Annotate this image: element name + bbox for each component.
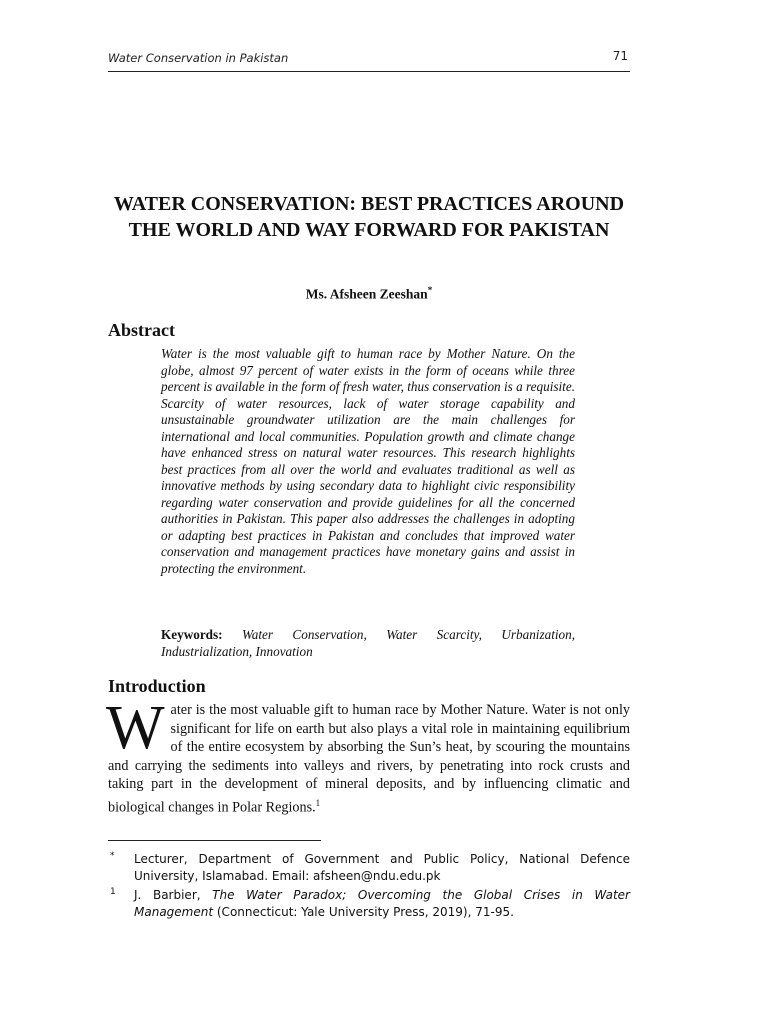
keywords-list: Water Conservation, Water Scarcity, Urbanization, Industrialization, Innovation bbox=[161, 627, 576, 659]
paper-title: WATER CONSERVATION: BEST PRACTICES AROUND THE WORLD AND WAY FORWARD FOR PAKISTAN bbox=[113, 193, 625, 241]
footnote-text bbox=[134, 887, 630, 921]
footnote-text: Lecturer, Department of Government and Public Policy, National Defence University, Islamabad. Email: afsheen@ndu.edu.pk bbox=[134, 852, 630, 883]
introduction-text: ater is the most valuable gift to human race by Mother Nature. Water is not only significant for life on earth but also plays a vital role in maintaining equilibrium of the entire ecosystem by absorbing the Sun’s heat, by scouring the mountains and carrying the sediments into valleys and rivers, by penetrating into rock crusts and taking part in the development of mineral deposits, and by influencing climatic and biological changes in Polar Regions. bbox=[108, 702, 630, 816]
abstract-text: Water is the most valuable gift to human race by Mother Nature. On the globe, almost 97 percent of water exists in the form of oceans while three percent is available in the form of fresh water, thus conservation is a requisite. Scarcity of water resources, lack of water storage capability and unsustainable groundwater utilization are the main challenges for international and local communities. Population growth and climate change have enhanced stress on natural water resources. This research highlights best practices from all over the world and evaluates traditional as well as innovative methods by using secondary data to highlight civic responsibility regarding water conservation and provide guidelines for all the concerned authorities in Pakistan. This paper also addresses the challenges in adopting or adapting best practices in Pakistan and concludes that improved water conservation and management practices have monetary gains and assist in protecting the environment. bbox=[161, 346, 575, 576]
footnote-author bbox=[108, 851, 630, 885]
introduction-paragraph bbox=[106, 694, 630, 817]
footnote-citation bbox=[108, 887, 630, 921]
footnote-ref[interactable]: 1 bbox=[315, 797, 321, 808]
keywords bbox=[161, 626, 575, 660]
running-header bbox=[108, 49, 630, 72]
author-footnote-mark[interactable]: * bbox=[427, 285, 433, 295]
footnote-mark: 1 bbox=[110, 887, 116, 897]
author-name: Ms. Afsheen Zeeshan bbox=[305, 286, 428, 302]
drop-cap: W bbox=[106, 694, 165, 762]
citation-author: J. Barbier, bbox=[134, 888, 213, 902]
author-line bbox=[108, 285, 630, 303]
page-number: 71 bbox=[612, 49, 628, 63]
footnote-divider bbox=[108, 840, 321, 841]
footnote-mark: * bbox=[110, 851, 115, 861]
citation-title: The Water Paradox; Overcoming the Global Crises in Water Management bbox=[134, 888, 630, 919]
introduction-heading: Introduction bbox=[108, 676, 206, 696]
abstract-heading: Abstract bbox=[108, 320, 175, 340]
citation-publication: (Connecticut: Yale University Press, 2019), 71-95. bbox=[213, 905, 514, 919]
keywords-label: Keywords: bbox=[161, 627, 223, 642]
running-title: Water Conservation in Pakistan bbox=[108, 51, 289, 65]
